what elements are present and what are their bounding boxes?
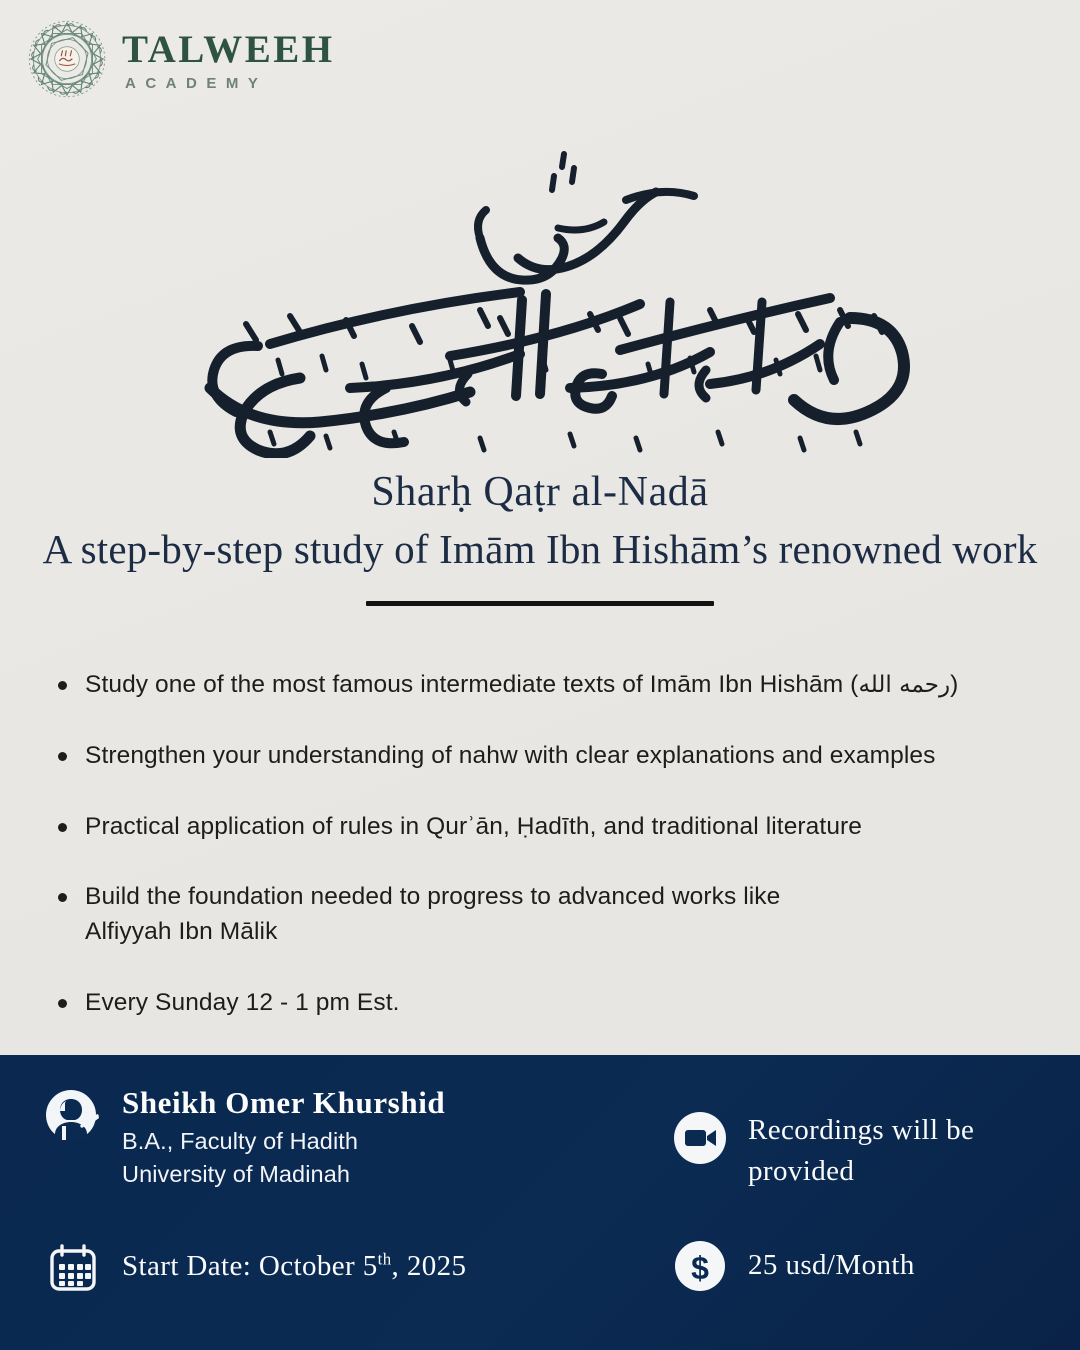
instructor-credential: B.A., Faculty of Hadith	[122, 1128, 359, 1155]
price-text: 25 usd/Month	[748, 1249, 915, 1282]
list-item-text-before: Study one of the most famous intermediate texts of Imām Ibn Hishām (	[85, 671, 859, 698]
svg-text:$: $	[691, 1250, 709, 1286]
list-item-label: Every Sunday 12 - 1 pm Est.	[85, 988, 400, 1016]
recordings-info	[672, 1110, 974, 1192]
instructor-text	[122, 1086, 445, 1190]
list-item-label: Strengthen your understanding of nahw with clear explanations and examples	[85, 741, 936, 769]
list-item	[58, 880, 868, 950]
brand-subtitle: ACADEMY	[125, 74, 268, 92]
bullet-dot-icon	[58, 823, 67, 832]
arabic-calligraphy-title	[0, 88, 1080, 458]
brand-wordmark	[122, 28, 335, 91]
list-item	[58, 986, 1040, 1021]
teacher-icon	[44, 1086, 102, 1144]
page-subtitle: A step-by-step study of Imām Ibn Hishām’s renowned work	[42, 525, 1038, 572]
list-item	[58, 668, 1040, 703]
instructor-institution: University of Madinah	[122, 1160, 351, 1187]
page-title: Sharḥ Qaṭr al-Nadā	[371, 469, 709, 515]
dollar-icon	[672, 1238, 728, 1294]
start-date-text	[122, 1246, 466, 1287]
recordings-line-1: Recordings will be	[748, 1114, 975, 1146]
bullet-dot-icon	[58, 752, 67, 761]
list-item-arabic: رحمه الله	[858, 672, 951, 698]
list-item-label: Build the foundation needed to progress to advanced works like Alfiyyah Ibn Mālik	[85, 883, 781, 946]
instructor-name: Sheikh Omer Khurshid	[122, 1085, 446, 1120]
recordings-text	[748, 1110, 974, 1192]
bullet-dot-icon	[58, 893, 67, 902]
start-date-label: Start Date: October 5	[122, 1250, 378, 1283]
recordings-line-2: provided	[748, 1155, 855, 1188]
brand-name: TALWEEH	[122, 27, 335, 71]
start-date-year: , 2025	[391, 1250, 467, 1283]
video-camera-icon	[672, 1110, 728, 1166]
instructor-info	[44, 1086, 445, 1190]
brand-logo	[26, 18, 335, 100]
list-item-label	[85, 668, 1040, 703]
calendar-icon	[44, 1238, 102, 1296]
feature-list	[58, 668, 1040, 1021]
list-item	[58, 739, 1040, 774]
divider	[366, 601, 714, 606]
price-info	[672, 1238, 915, 1294]
start-date-ordinal: th	[377, 1249, 392, 1269]
list-item	[58, 810, 1040, 845]
bullet-dot-icon	[58, 999, 67, 1008]
list-item-label: Practical application of rules in Qurʾān, Ḥadīth, and traditional literature	[85, 812, 863, 840]
mandala-emblem-icon	[26, 18, 108, 100]
list-item-text-after: )	[950, 671, 959, 698]
bullet-dot-icon	[58, 681, 67, 690]
title-block	[0, 470, 1080, 606]
start-date-info	[44, 1238, 466, 1296]
